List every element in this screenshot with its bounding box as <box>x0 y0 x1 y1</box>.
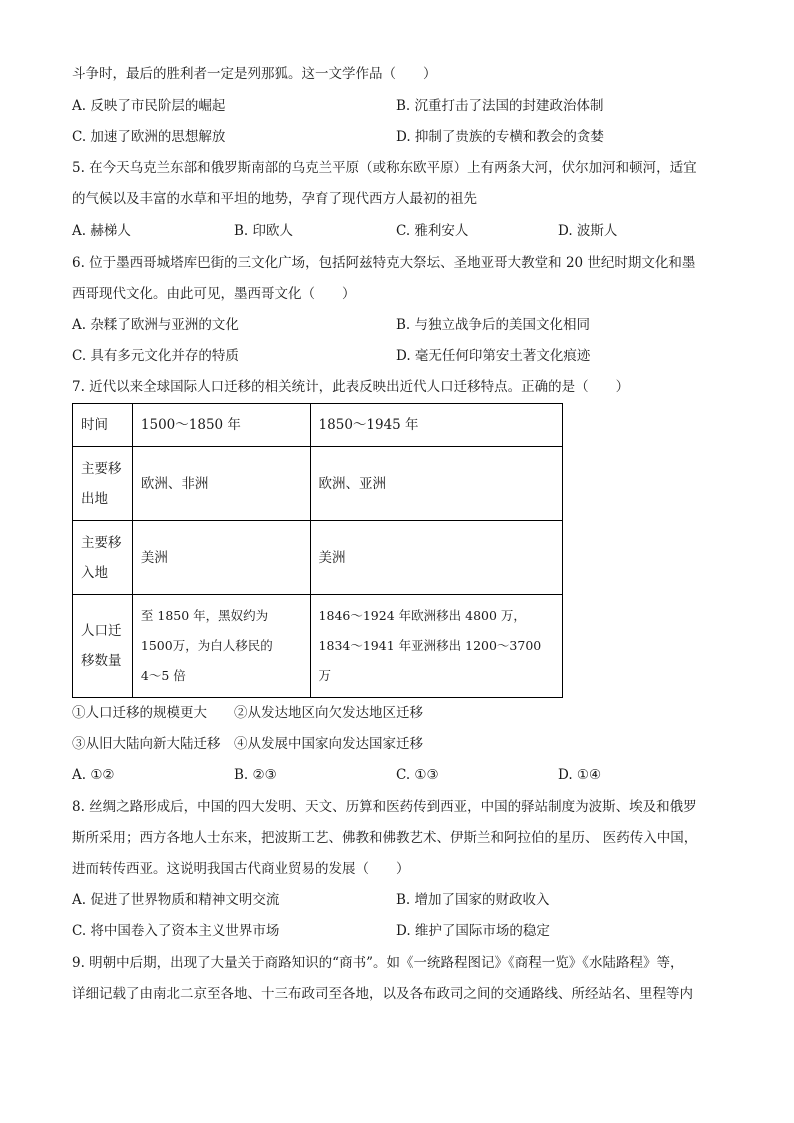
q5-stem-line2: 的气候以及丰富的水草和平坦的地势，孕育了现代西方人最初的祖先 <box>72 191 477 207</box>
row-label-line: 主要移 <box>81 534 122 551</box>
q6-option-b: B. 与独立战争后的美国文化相同 <box>396 317 591 333</box>
q6-option-c: C. 具有多元文化并存的特质 <box>72 348 239 364</box>
table-cell: 美洲 <box>310 521 562 595</box>
q5-option-b: B. 印欧人 <box>234 223 294 239</box>
q8-stem-line1: 8. 丝绸之路形成后，中国的四大发明、天文、历算和医药传到西亚，中国的驿站制度为波斯、埃及和俄罗 <box>72 799 697 815</box>
q8-stem-line2: 斯所采用；西方各地人士东来，把波斯工艺、佛教和佛教艺术、伊斯兰和阿拉伯的星历、 医药传入中国， <box>72 830 698 846</box>
q4-option-d: D. 抑制了贵族的专横和教会的贪婪 <box>396 129 604 145</box>
table-cell: 欧洲、亚洲 <box>310 447 562 521</box>
table-header-cell: 时间 <box>73 404 133 447</box>
q6-stem-line1: 6. 位于墨西哥城塔库巴街的三文化广场，包括阿兹特克大祭坛、圣地亚哥大教堂和 20 世纪时期文化和墨 <box>72 255 696 271</box>
q5-option-d: D. 波斯人 <box>558 223 618 239</box>
q5-option-a: A. 赫梯人 <box>72 223 131 239</box>
q6-option-d: D. 毫无任何印第安土著文化痕迹 <box>396 348 591 364</box>
row-label-line: 主要移 <box>81 460 122 477</box>
table-cell: 欧洲、非洲 <box>132 447 310 521</box>
row-label-line: 人口迁 <box>81 623 122 639</box>
table-cell <box>310 595 562 698</box>
q9-stem-line2: 详细记载了由南北二京至各地、十三布政司至各地，以及各布政司之间的交通路线、所经站名、里程等内 <box>72 986 693 1002</box>
q6-option-a: A. 杂糅了欧洲与亚洲的文化 <box>72 317 239 333</box>
q7-option-c: C. ①③ <box>396 767 439 783</box>
q7-option-d: D. ①④ <box>558 767 602 783</box>
q7-statement-2: ③从旧大陆向新大陆迁移 ④从发展中国家向发达国家迁移 <box>72 736 423 752</box>
q7-stem: 7. 近代以来全球国际人口迁移的相关统计，此表反映出近代人口迁移特点。正确的是（ ） <box>72 379 630 395</box>
q4-option-c: C. 加速了欧洲的思想解放 <box>72 129 226 145</box>
table-row <box>73 521 563 595</box>
q8-option-a: A. 促进了世界物质和精神文明交流 <box>72 892 280 908</box>
table-row <box>73 404 563 447</box>
row-label-destination <box>73 521 133 595</box>
q7-option-a: A. ①② <box>72 767 115 783</box>
cell-line: 1846～1924 年欧洲移出 4800 万， <box>318 608 526 623</box>
table-row <box>73 595 563 698</box>
q4-stem-tail: 斗争时，最后的胜利者一定是列那狐。这一文学作品（ ） <box>72 66 437 82</box>
q9-stem-line1: 9. 明朝中后期，出现了大量关于商路知识的“商书”。如《一统路程图记》《商程一览》《水陆路程》等， <box>72 955 684 971</box>
table-cell <box>132 595 310 698</box>
cell-line: 1834～1941 年亚洲移出 1200～3700 万 <box>318 638 542 683</box>
q4-option-b: B. 沉重打击了法国的封建政治体制 <box>396 98 604 114</box>
cell-line: 4～5 倍 <box>140 668 186 683</box>
table-row <box>73 447 563 521</box>
q6-stem-line2: 西哥现代文化。由此可见，墨西哥文化（ ） <box>72 286 356 302</box>
table-cell: 美洲 <box>132 521 310 595</box>
row-label-line: 出地 <box>81 490 108 507</box>
row-label-line: 移数量 <box>81 653 122 669</box>
q5-option-c: C. 雅利安人 <box>396 223 469 239</box>
row-label-quantity <box>73 595 133 698</box>
cell-line: 1500万，为白人移民的 <box>140 638 273 653</box>
cell-line: 至 1850 年，黑奴约为 <box>140 608 269 623</box>
q7-option-b: B. ②③ <box>234 767 277 783</box>
row-label-line: 入地 <box>81 564 108 581</box>
table-header-cell: 1500～1850 年 <box>132 404 310 447</box>
q8-stem-line3: 进而转传西亚。这说明我国古代商业贸易的发展（ ） <box>72 861 410 877</box>
row-label-origin <box>73 447 133 521</box>
q8-option-d: D. 维护了国际市场的稳定 <box>396 923 550 939</box>
q7-statement-1: ①人口迁移的规模更大 ②从发达地区向欠发达地区迁移 <box>72 705 423 721</box>
migration-table <box>72 403 563 698</box>
q8-option-c: C. 将中国卷入了资本主义世界市场 <box>72 923 280 939</box>
table-header-cell: 1850～1945 年 <box>310 404 562 447</box>
q5-stem-line1: 5. 在今天乌克兰东部和俄罗斯南部的乌克兰平原（或称东欧平原）上有两条大河，伏尔加河和顿河，适宜 <box>72 160 697 176</box>
q8-option-b: B. 增加了国家的财政收入 <box>396 892 550 908</box>
q4-option-a: A. 反映了市民阶层的崛起 <box>72 98 226 114</box>
